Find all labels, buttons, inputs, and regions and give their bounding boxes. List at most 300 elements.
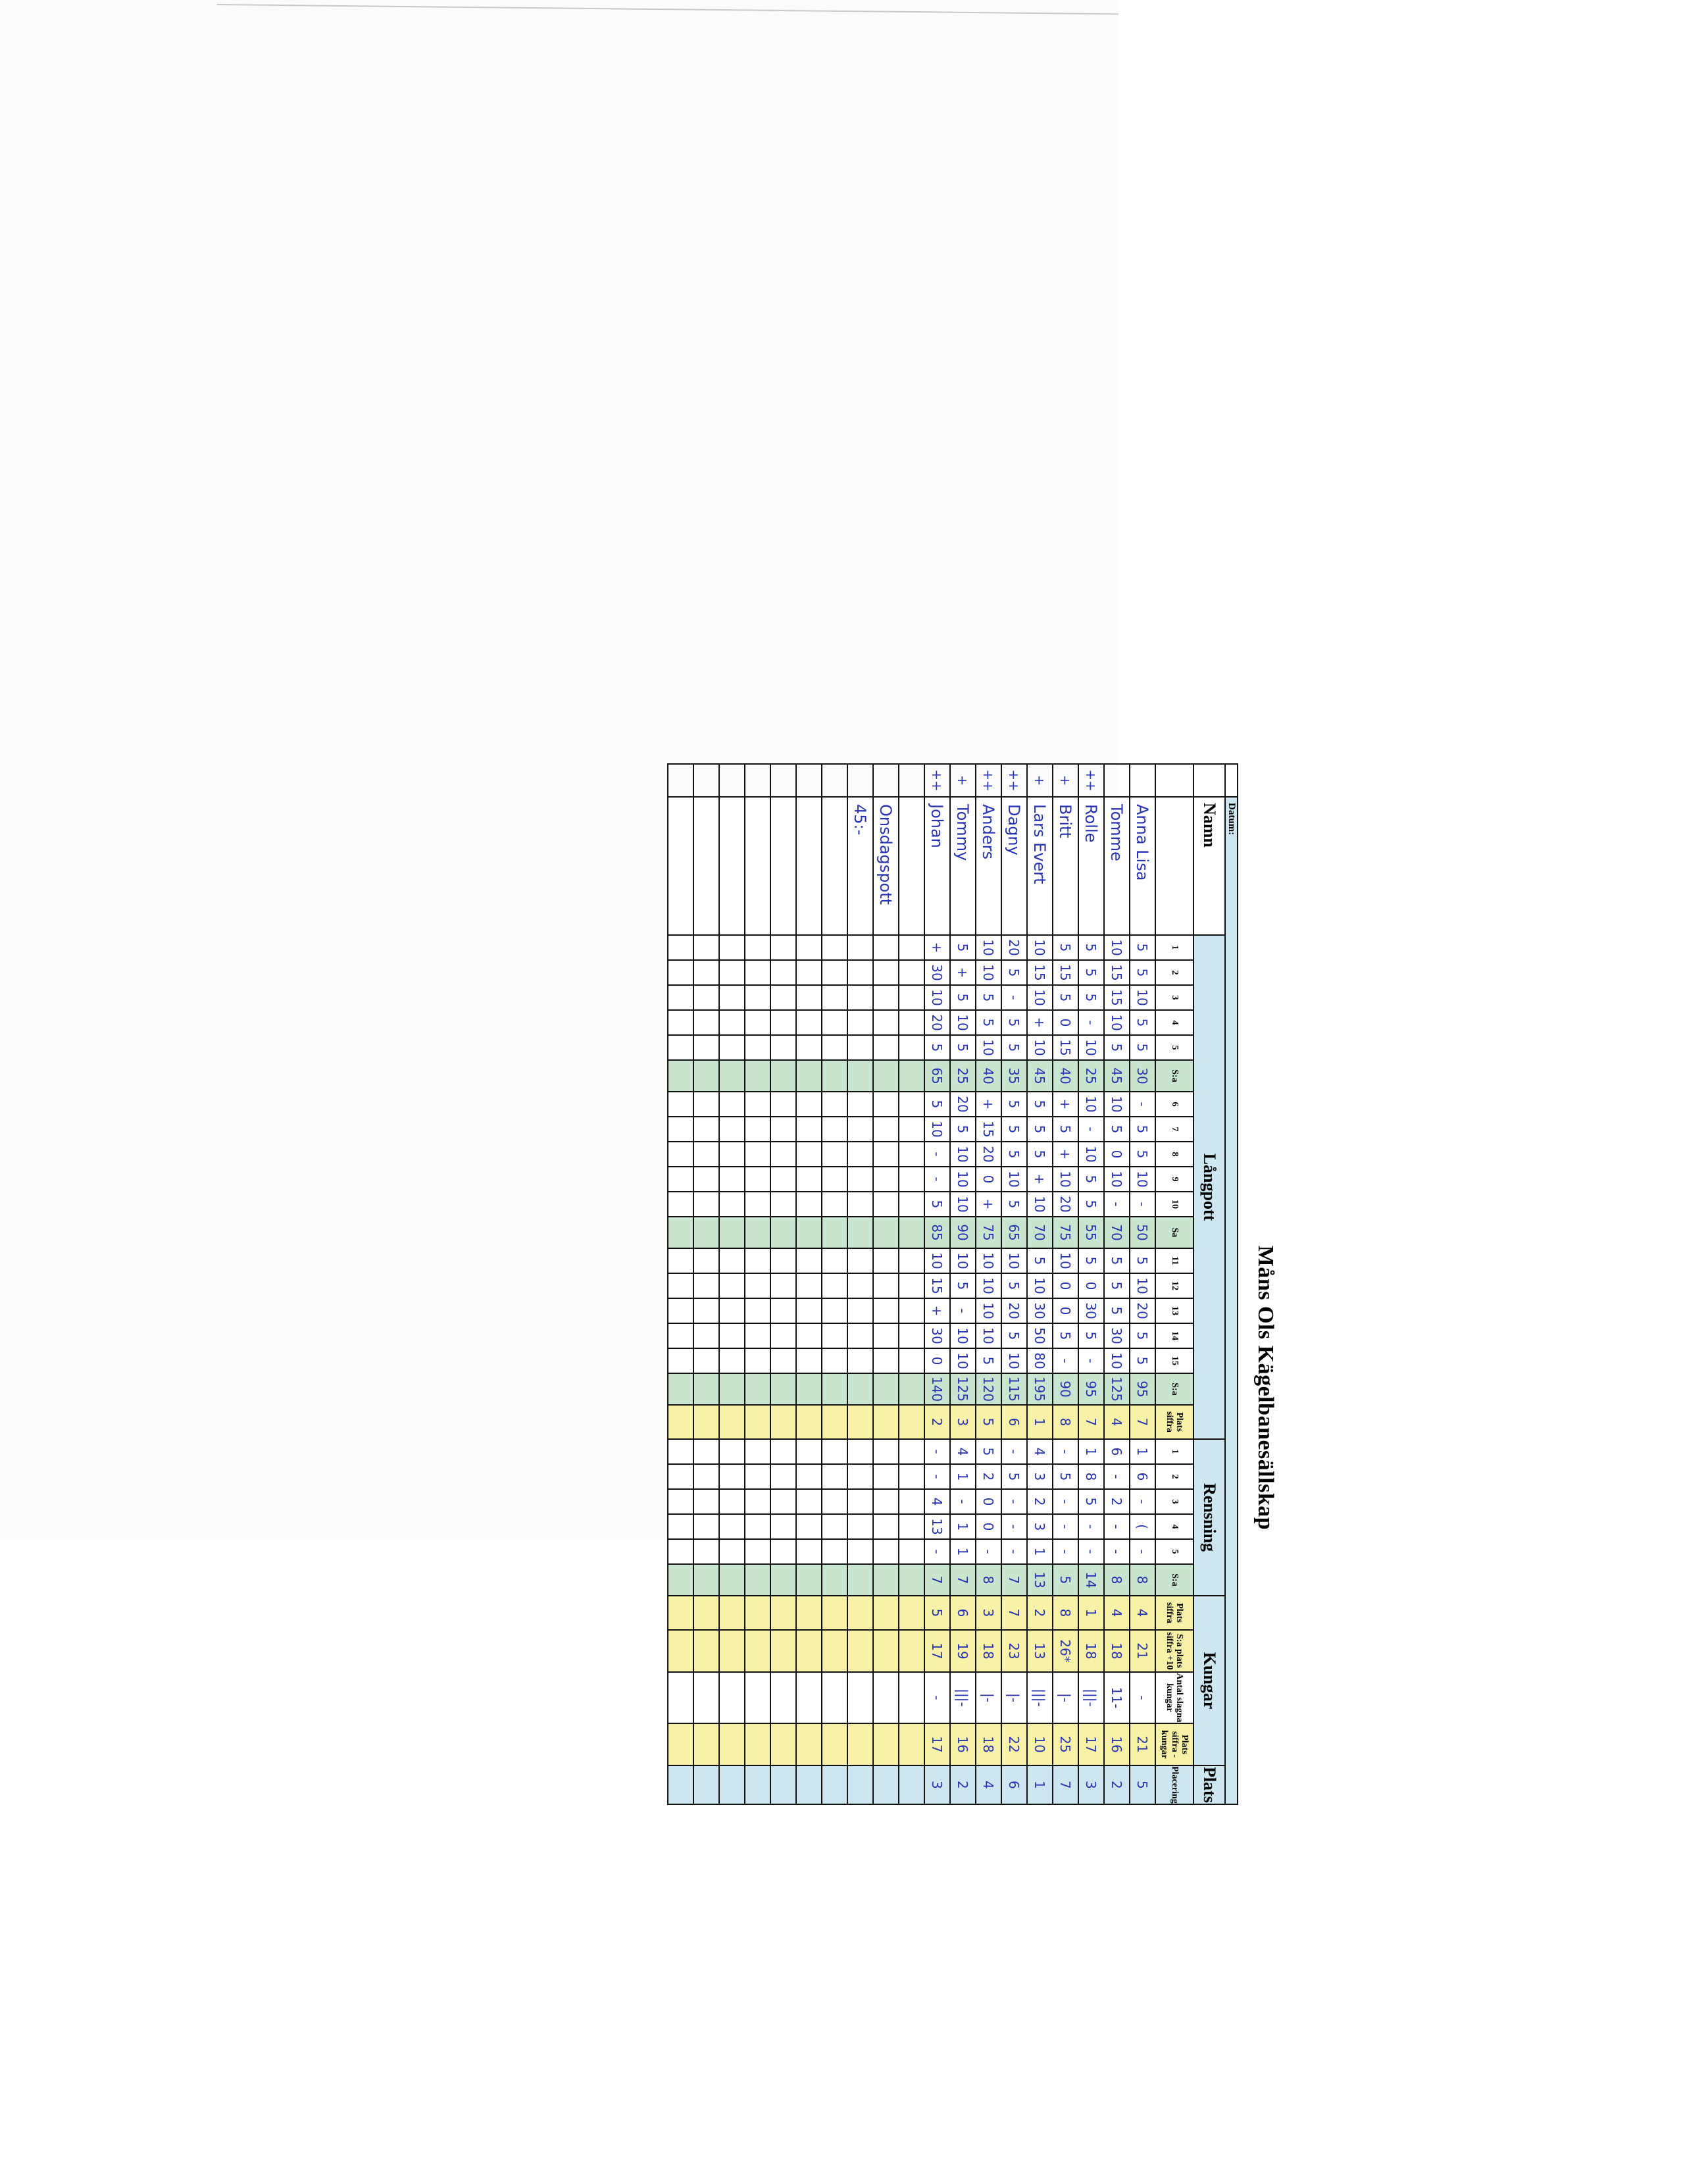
rensning-score: 7 <box>950 1564 976 1596</box>
empty-cell <box>719 1323 745 1348</box>
empty-cell <box>770 1167 796 1192</box>
empty-cell <box>719 797 745 935</box>
empty-cell <box>873 1723 899 1765</box>
empty-cell <box>822 985 847 1010</box>
langpott-plats: 4 <box>1104 1405 1130 1439</box>
row-mark: ++ <box>1078 764 1104 797</box>
empty-cell <box>719 1192 745 1217</box>
langpott-score: 5 <box>1001 1092 1027 1117</box>
langpott-score: 10 <box>976 1248 1001 1273</box>
empty-cell <box>668 1514 693 1539</box>
langpott-score: 10 <box>1053 1248 1078 1273</box>
empty-cell <box>693 1035 719 1060</box>
langpott-col-9: 8 <box>1155 1142 1193 1167</box>
empty-cell <box>873 1464 899 1489</box>
plats-kungar: 17 <box>924 1723 950 1765</box>
langpott-score: 10 <box>950 1323 976 1348</box>
empty-cell <box>668 1630 693 1672</box>
empty-cell <box>873 1192 899 1217</box>
empty-cell <box>822 1464 847 1489</box>
langpott-score: 10 <box>976 1298 1001 1323</box>
empty-cell <box>796 1489 822 1514</box>
rensning-score: 5 <box>1078 1489 1104 1514</box>
rensning-score: 5 <box>1053 1464 1078 1489</box>
plats-kungar: 21 <box>1130 1723 1155 1765</box>
empty-cell <box>770 1723 796 1765</box>
empty-cell <box>796 1765 822 1804</box>
langpott-score: 10 <box>1104 935 1130 960</box>
langpott-score: 10 <box>950 1010 976 1035</box>
langpott-score: 10 <box>1104 1092 1130 1117</box>
empty-cell <box>899 1514 924 1539</box>
langpott-score: 5 <box>950 985 976 1010</box>
empty-cell <box>719 1723 745 1765</box>
empty-cell <box>693 1010 719 1035</box>
plats-kungar: 25 <box>1053 1723 1078 1765</box>
langpott-score: - <box>1130 1192 1155 1217</box>
empty-cell <box>899 1035 924 1060</box>
langpott-score: 0 <box>1053 1010 1078 1035</box>
rensning-score: 1 <box>950 1539 976 1564</box>
empty-cell <box>873 1060 899 1092</box>
langpott-score: 5 <box>1078 1323 1104 1348</box>
langpott-score: 10 <box>1104 1167 1130 1192</box>
rensning-score: 13 <box>924 1514 950 1539</box>
table-row <box>1053 764 1078 1804</box>
langpott-score: + <box>1027 1010 1053 1035</box>
empty-cell <box>668 1217 693 1248</box>
langpott-score: 10 <box>1027 985 1053 1010</box>
sa-plats-header: S:a plats siffra +10 <box>1155 1630 1193 1672</box>
sa-plats: 17 <box>924 1630 950 1672</box>
margin-cell <box>1193 764 1225 797</box>
empty-cell <box>770 1405 796 1439</box>
langpott-score: 5 <box>1001 1323 1027 1348</box>
langpott-col-12: Sa <box>1155 1217 1193 1248</box>
empty-cell <box>668 1273 693 1298</box>
empty-cell <box>873 1539 899 1564</box>
empty-cell <box>899 1765 924 1804</box>
langpott-score: 75 <box>1053 1217 1078 1248</box>
sa-plats: 19 <box>950 1630 976 1672</box>
rensning-score: 1 <box>1130 1439 1155 1464</box>
empty-cell <box>822 1539 847 1564</box>
empty-cell <box>745 1217 770 1248</box>
plats-kungar-header: Plats siffra -kungar <box>1155 1723 1193 1765</box>
empty-cell <box>822 1439 847 1464</box>
empty-cell <box>668 960 693 985</box>
empty-cell <box>847 1035 873 1060</box>
row-mark <box>1104 764 1130 797</box>
rensning-score: 4 <box>1027 1439 1053 1464</box>
empty-cell <box>847 1117 873 1142</box>
empty-cell <box>847 1439 873 1464</box>
rensning-score: - <box>1078 1514 1104 1539</box>
rensning-plats: 8 <box>1053 1596 1078 1630</box>
langpott-score: 10 <box>1130 1167 1155 1192</box>
empty-cell <box>719 1035 745 1060</box>
langpott-score: 5 <box>1104 1117 1130 1142</box>
langpott-col-3: 3 <box>1155 985 1193 1010</box>
player-name: Anders <box>976 797 1001 935</box>
langpott-score: 5 <box>1027 1117 1053 1142</box>
rensning-score: 5 <box>1053 1564 1078 1596</box>
empty-cell <box>770 1060 796 1092</box>
table-row <box>1027 764 1053 1804</box>
langpott-score: 5 <box>976 985 1001 1010</box>
plats-kungar: 22 <box>1001 1723 1027 1765</box>
empty-cell <box>693 1117 719 1142</box>
sa-plats: 13 <box>1027 1630 1053 1672</box>
empty-cell <box>847 1514 873 1539</box>
empty-cell <box>668 1765 693 1804</box>
plats-kungar: 10 <box>1027 1723 1053 1765</box>
langpott-score: 15 <box>1053 1035 1078 1060</box>
empty-cell <box>668 1348 693 1373</box>
empty-cell <box>796 1298 822 1323</box>
langpott-score: 5 <box>1053 1323 1078 1348</box>
empty-cell <box>745 1248 770 1273</box>
row-mark: ++ <box>1001 764 1027 797</box>
table-row <box>1078 764 1104 1804</box>
empty-row <box>899 764 924 1804</box>
rensning-score: - <box>1104 1539 1130 1564</box>
empty-cell <box>796 985 822 1010</box>
langpott-col-5: 5 <box>1155 1035 1193 1060</box>
langpott-col-18: S:a <box>1155 1373 1193 1405</box>
rensning-score: 5 <box>1001 1464 1027 1489</box>
langpott-score: 20 <box>1001 1298 1027 1323</box>
score-sheet <box>170 769 1708 1804</box>
empty-cell <box>822 1405 847 1439</box>
empty-cell <box>796 1630 822 1672</box>
row-mark: ++ <box>976 764 1001 797</box>
empty-cell <box>847 985 873 1010</box>
table-row <box>976 764 1001 1804</box>
empty-cell <box>796 1192 822 1217</box>
empty-cell <box>719 935 745 960</box>
langpott-score: 15 <box>1027 960 1053 985</box>
langpott-score: 30 <box>1104 1323 1130 1348</box>
empty-cell <box>693 1630 719 1672</box>
langpott-score: 70 <box>1104 1217 1130 1248</box>
empty-cell <box>693 1405 719 1439</box>
langpott-score: 10 <box>924 1117 950 1142</box>
empty-cell <box>770 1765 796 1804</box>
langpott-score: 120 <box>976 1373 1001 1405</box>
empty-cell <box>745 1464 770 1489</box>
empty-cell <box>745 1035 770 1060</box>
langpott-score: 5 <box>1078 935 1104 960</box>
langpott-score: 10 <box>950 1167 976 1192</box>
langpott-score: 10 <box>1078 1035 1104 1060</box>
empty-cell <box>873 1405 899 1439</box>
langpott-score: 5 <box>1001 1142 1027 1167</box>
empty-row <box>719 764 745 1804</box>
empty-cell <box>796 1323 822 1348</box>
langpott-score: 90 <box>1053 1373 1078 1405</box>
placering: 2 <box>1104 1765 1130 1804</box>
langpott-score: 15 <box>1104 960 1130 985</box>
empty-cell <box>873 1439 899 1464</box>
empty-cell <box>796 1167 822 1192</box>
empty-cell <box>899 1248 924 1273</box>
empty-cell <box>822 1142 847 1167</box>
empty-cell <box>796 1060 822 1092</box>
empty-cell <box>873 1489 899 1514</box>
langpott-score: 5 <box>924 1192 950 1217</box>
placering-header: Placering <box>1155 1765 1193 1804</box>
empty-cell <box>796 1564 822 1596</box>
rensning-score: - <box>1104 1514 1130 1539</box>
empty-cell <box>822 1010 847 1035</box>
langpott-plats: 6 <box>1001 1405 1027 1439</box>
langpott-col-15: 13 <box>1155 1298 1193 1323</box>
table-row <box>1130 764 1155 1804</box>
langpott-score: 5 <box>1130 1035 1155 1060</box>
empty-cell <box>873 1035 899 1060</box>
langpott-score: 30 <box>1078 1298 1104 1323</box>
langpott-score: 50 <box>1027 1323 1053 1348</box>
empty-cell <box>770 1298 796 1323</box>
rensning-score: 1 <box>1078 1439 1104 1464</box>
empty-cell <box>719 1092 745 1117</box>
empty-cell <box>745 1539 770 1564</box>
empty-cell <box>745 1192 770 1217</box>
empty-cell <box>899 1723 924 1765</box>
empty-cell <box>822 1489 847 1514</box>
empty-cell <box>899 1273 924 1298</box>
empty-cell <box>847 1723 873 1765</box>
langpott-score: 125 <box>1104 1373 1130 1405</box>
table-row <box>1104 764 1130 1804</box>
langpott-score: 10 <box>950 1248 976 1273</box>
empty-cell <box>693 1723 719 1765</box>
empty-cell <box>873 960 899 985</box>
langpott-plats: 7 <box>1078 1405 1104 1439</box>
player-name: Lars Evert <box>1027 797 1053 935</box>
empty-cell <box>668 1564 693 1596</box>
langpott-score: 95 <box>1130 1373 1155 1405</box>
empty-cell <box>822 1672 847 1723</box>
rensning-score: 8 <box>1078 1464 1104 1489</box>
sheet-title: Måns Ols Kägelbanesällskap <box>1253 1245 1278 1531</box>
empty-row <box>770 764 796 1804</box>
rensning-score: 8 <box>1130 1564 1155 1596</box>
empty-cell <box>796 1596 822 1630</box>
langpott-score: 30 <box>1027 1298 1053 1323</box>
empty-cell <box>847 1092 873 1117</box>
empty-cell <box>770 1142 796 1167</box>
antal-kungar: - <box>1130 1672 1155 1723</box>
empty-cell <box>719 1539 745 1564</box>
langpott-score: 0 <box>1078 1273 1104 1298</box>
empty-cell <box>745 985 770 1010</box>
langpott-score: 5 <box>1104 1248 1130 1273</box>
empty-cell <box>668 1298 693 1323</box>
plats-siffra-header: Plats siffra <box>1155 1405 1193 1439</box>
empty-cell <box>770 1564 796 1596</box>
langpott-score: 65 <box>924 1060 950 1092</box>
langpott-plats: 5 <box>976 1405 1001 1439</box>
empty-cell <box>796 1514 822 1539</box>
empty-cell <box>719 1373 745 1405</box>
langpott-col-14: 12 <box>1155 1273 1193 1298</box>
empty-cell <box>693 1092 719 1117</box>
langpott-score: 5 <box>950 1273 976 1298</box>
langpott-score: 15 <box>976 1117 1001 1142</box>
langpott-score: 5 <box>924 1092 950 1117</box>
empty-cell <box>822 1192 847 1217</box>
langpott-score: 5 <box>1130 1117 1155 1142</box>
empty-cell <box>770 797 796 935</box>
empty-cell <box>899 1092 924 1117</box>
empty-cell <box>899 960 924 985</box>
empty-cell <box>822 764 847 797</box>
empty-cell <box>847 1348 873 1373</box>
langpott-plats: 3 <box>950 1405 976 1439</box>
langpott-col-1: 1 <box>1155 935 1193 960</box>
langpott-score: 10 <box>950 1192 976 1217</box>
empty-cell <box>822 1596 847 1630</box>
empty-cell <box>719 1464 745 1489</box>
plats-kungar: 17 <box>1078 1723 1104 1765</box>
empty-cell <box>668 1035 693 1060</box>
plats-header: Plats <box>1193 1765 1225 1804</box>
langpott-score: 10 <box>976 1035 1001 1060</box>
rensning-score: 2 <box>1104 1489 1130 1514</box>
empty-cell <box>873 985 899 1010</box>
empty-cell <box>873 1298 899 1323</box>
empty-cell <box>899 764 924 797</box>
empty-cell <box>847 1248 873 1273</box>
empty-cell <box>693 1373 719 1405</box>
rensning-col-3: 3 <box>1155 1489 1193 1514</box>
empty-cell <box>693 1060 719 1092</box>
empty-row <box>847 764 873 1804</box>
empty-cell <box>668 1167 693 1192</box>
langpott-score: 195 <box>1027 1373 1053 1405</box>
empty-cell <box>822 1273 847 1298</box>
langpott-plats: 2 <box>924 1405 950 1439</box>
rensning-header: Rensning <box>1193 1439 1225 1596</box>
player-name: Johan <box>924 797 950 935</box>
empty-cell <box>822 1092 847 1117</box>
langpott-score: + <box>1053 1142 1078 1167</box>
empty-cell <box>693 1672 719 1723</box>
empty-cell <box>719 1489 745 1514</box>
plats-kungar: 18 <box>976 1723 1001 1765</box>
empty-cell <box>899 1489 924 1514</box>
rensning-col-2: 2 <box>1155 1464 1193 1489</box>
empty-cell <box>770 1373 796 1405</box>
row-mark: + <box>1027 764 1053 797</box>
langpott-score: 75 <box>976 1217 1001 1248</box>
empty-cell <box>770 1489 796 1514</box>
empty-cell <box>668 1672 693 1723</box>
empty-cell <box>668 1117 693 1142</box>
note-onsdagspott: Onsdagspott <box>873 797 899 935</box>
rensning-score: 0 <box>976 1514 1001 1539</box>
empty-cell <box>822 1373 847 1405</box>
empty-cell <box>796 1142 822 1167</box>
empty-cell <box>822 1298 847 1323</box>
empty-cell <box>745 1323 770 1348</box>
langpott-col-2: 2 <box>1155 960 1193 985</box>
empty-cell <box>822 935 847 960</box>
rensning-score: 4 <box>924 1489 950 1514</box>
rensning-score: ( <box>1130 1514 1155 1539</box>
empty-cell <box>668 797 693 935</box>
row-mark: + <box>1053 764 1078 797</box>
empty-cell <box>693 1489 719 1514</box>
empty-cell <box>719 1298 745 1323</box>
empty-cell <box>668 1323 693 1348</box>
rensning-score: 1 <box>950 1514 976 1539</box>
langpott-score: 30 <box>924 1323 950 1348</box>
empty-cell <box>873 1142 899 1167</box>
langpott-score: - <box>924 1167 950 1192</box>
empty-cell <box>668 1092 693 1117</box>
empty-cell <box>693 1596 719 1630</box>
empty-cell <box>745 1630 770 1672</box>
rensning-score: 0 <box>976 1489 1001 1514</box>
empty-cell <box>873 1514 899 1539</box>
empty-cell <box>899 1373 924 1405</box>
rensning-score: 1 <box>950 1464 976 1489</box>
antal-kungar: 11- <box>1104 1672 1130 1723</box>
langpott-score: 5 <box>1130 935 1155 960</box>
empty-cell <box>847 764 873 797</box>
antal-kungar-header: Antal slagna kungar <box>1155 1672 1193 1723</box>
langpott-score: 10 <box>1027 1273 1053 1298</box>
rensning-score: 8 <box>976 1564 1001 1596</box>
langpott-score: 10 <box>924 985 950 1010</box>
langpott-score: 10 <box>976 1273 1001 1298</box>
empty-row <box>796 764 822 1804</box>
rensning-score: - <box>1130 1489 1155 1514</box>
empty-cell <box>770 1117 796 1142</box>
table-row <box>950 764 976 1804</box>
rensning-score: - <box>924 1464 950 1489</box>
langpott-score: + <box>924 1298 950 1323</box>
empty-cell <box>873 1323 899 1348</box>
rensning-score: - <box>1078 1539 1104 1564</box>
empty-cell <box>873 1010 899 1035</box>
score-table <box>667 763 1238 1805</box>
empty-cell <box>899 1298 924 1323</box>
empty-cell <box>719 1596 745 1630</box>
rensning-plats: 4 <box>1130 1596 1155 1630</box>
empty-cell <box>796 1373 822 1405</box>
empty-row <box>822 764 847 1804</box>
empty-cell <box>873 1596 899 1630</box>
langpott-score: 10 <box>976 960 1001 985</box>
langpott-score: 5 <box>1130 1348 1155 1373</box>
rensning-score: - <box>1053 1439 1078 1464</box>
langpott-score: 15 <box>1104 985 1130 1010</box>
langpott-score: 95 <box>1078 1373 1104 1405</box>
empty-cell <box>899 1323 924 1348</box>
antal-kungar: |||- <box>1027 1672 1053 1723</box>
langpott-score: 5 <box>1078 1167 1104 1192</box>
empty-cell <box>847 935 873 960</box>
empty-cell <box>719 1564 745 1596</box>
langpott-score: 5 <box>1078 1248 1104 1273</box>
empty-cell <box>745 1298 770 1323</box>
langpott-col-16: 14 <box>1155 1323 1193 1348</box>
empty-cell <box>796 1672 822 1723</box>
